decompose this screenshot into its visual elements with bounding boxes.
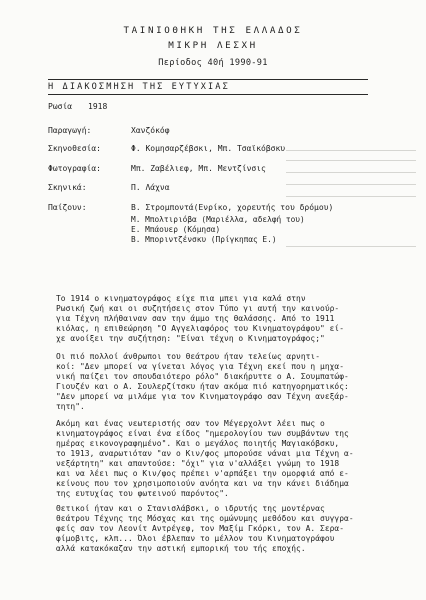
credit-value: Φ. Κομησαρζέβσκι, Μπ. Τσαϊκόβσκυ [131,144,286,153]
credit-label: Σκηνοθεσία: [48,144,101,153]
body-line: αλλά κατακόκαζαν την αστική εμπορική του τής εποχής. [56,544,306,553]
show-through-line [286,150,416,151]
player-line: Β. Μποριντζένσκυ (Πρίγκηπας Ε.) [131,235,277,244]
credit-value: Β. Στρομποντά(Ενρίκο, χορευτής του δρόμου) [131,203,334,212]
body-line: "Δεν μπορεί να μιλάμε για τον Κινηματογράφο σαν Τέχνη ανεξάρ- [56,392,349,401]
credit-value: 1918 [88,102,108,111]
body-line: το 1913, αναρωτιόταν "αν ο Κιν/φος μπορούσε νάναι μια Τέχνη α- [56,449,354,458]
body-line: της ευτυχίας του φωτεινού παρόντος". [56,489,229,498]
body-line: κινηματογράφος είναι ένα είδος "ημερολογίου των συμβάντων της [56,429,349,438]
show-through-line [286,196,416,197]
body-line: κοί: "Δεν μπορεί να γίνεται λόγος για Τέχνη εκεί που η μηχα- [56,362,345,371]
credit-label: Σκηνικά: [48,183,87,192]
credit-label: Ρωσία [48,102,73,111]
show-through-line [286,184,416,185]
body-line: θεάτρου Τέχνης της Μόσχας και της ομώνυμης μεθόδου και συγγρα- [56,514,354,523]
credit-label: Φωτογραφία: [48,164,101,173]
body-line: κείνους που τον χρησιμοποιούν ανόητα και να την κάνει διάδημα [56,479,349,488]
show-through-line [286,160,416,161]
credit-value: Π. Λάχνα [131,183,170,192]
player-line: Ε. Μπάουερ (Κόμησα) [131,225,221,234]
body-line: Οι πιό πολλοί άνθρωποι του θεάτρου ήταν τελείως αρνητι- [56,352,321,361]
film-title: Η ΔΙΑΚΟΣΜΗΣΗ ΤΗΣ ΕΥΤΥΧΙΑΣ [48,82,230,92]
credit-label: Παραγωγή: [48,126,92,135]
body-line: φίμοβιτς, κλπ... Όλοι έβλεπαν το μέλλον του Κινηματογράφου [56,534,335,543]
body-line: Το 1914 ο κινηματογράφος είχε πια μπει για καλά στην [56,294,306,303]
body-line: και να λέει πως ο Κιν/φος πρέπει ν'αρπάξει την ομορφιά από ε- [56,469,349,478]
player-line: Μ. Μπολτιριόβα (Μαριέλλα, αδελφή του) [131,215,305,224]
body-line: Γιουζέν και ο Α. Σουλερζίτσκυ ήταν ακόμα πιό κατηγορηματικός: [56,382,349,391]
show-through-line [286,246,416,247]
title-rule-bottom [48,94,368,95]
body-line: χε ανοίξει την συζήτηση: "Είναι τέχνη ο Κινηματογράφος;" [56,334,325,343]
body-line: ημέρας εικονογραφημένο". Και ο μεγάλος ποιητής Μαγιακόβσκυ, [56,439,340,448]
credit-value: Μπ. Ζαβέλιεφ, Μπ. Μεντζίνσις [131,164,266,173]
show-through-line [286,172,416,173]
body-line: Ρωσική ζωή και οι συζητήσεις στον Τύπο γι αυτή την καινούρ- [56,304,340,313]
body-line: νική παίζει τον σπουδαιότερο ρόλο" διακήρυττε ο Α. Σουμπατώφ- [56,372,349,381]
body-line: για Τέχνη πλήθαιναν σαν την άμμο της θαλάσσης. Από το 1911 [56,314,335,323]
credit-label: Παίζουν: [48,203,87,212]
archive-name: ΤΑΙΝΙΟΘΗΚΗ ΤΗΣ ΕΛΛΑΔΟΣ [123,25,303,36]
credit-value: Χανζόκόφ [131,126,170,135]
body-line: Ακόμη και ένας νεωτεριστής σαν τον Μέγερχολντ λέει πως ο [56,419,325,428]
body-line: φείς σαν τον Λεονίτ Αντρέγεφ, τον Μαξίμ Γκόρκι, τον Α. Σερα- [56,524,345,533]
body-line: τητη". [56,402,85,411]
club-name: ΜΙΚΡΗ ΛΕΣΧΗ [168,40,258,51]
body-line: κιόλας, η επιθεώρηση "Ο Αγγελιαφόρος του Κινηματογράφου" εί- [56,324,345,333]
body-line: Θετικοί ήταν και ο Στανισλάβσκι, ο ιδρυτής της μοντέρνας [56,504,325,513]
title-rule-top [48,79,368,80]
body-line: νεξάρτητη" και απαντούσε: "όχι" για ν'αλλάξει γνώμη το 1918 [56,459,340,468]
season-line: Περίοδος 40ή 1990-91 [158,58,268,68]
